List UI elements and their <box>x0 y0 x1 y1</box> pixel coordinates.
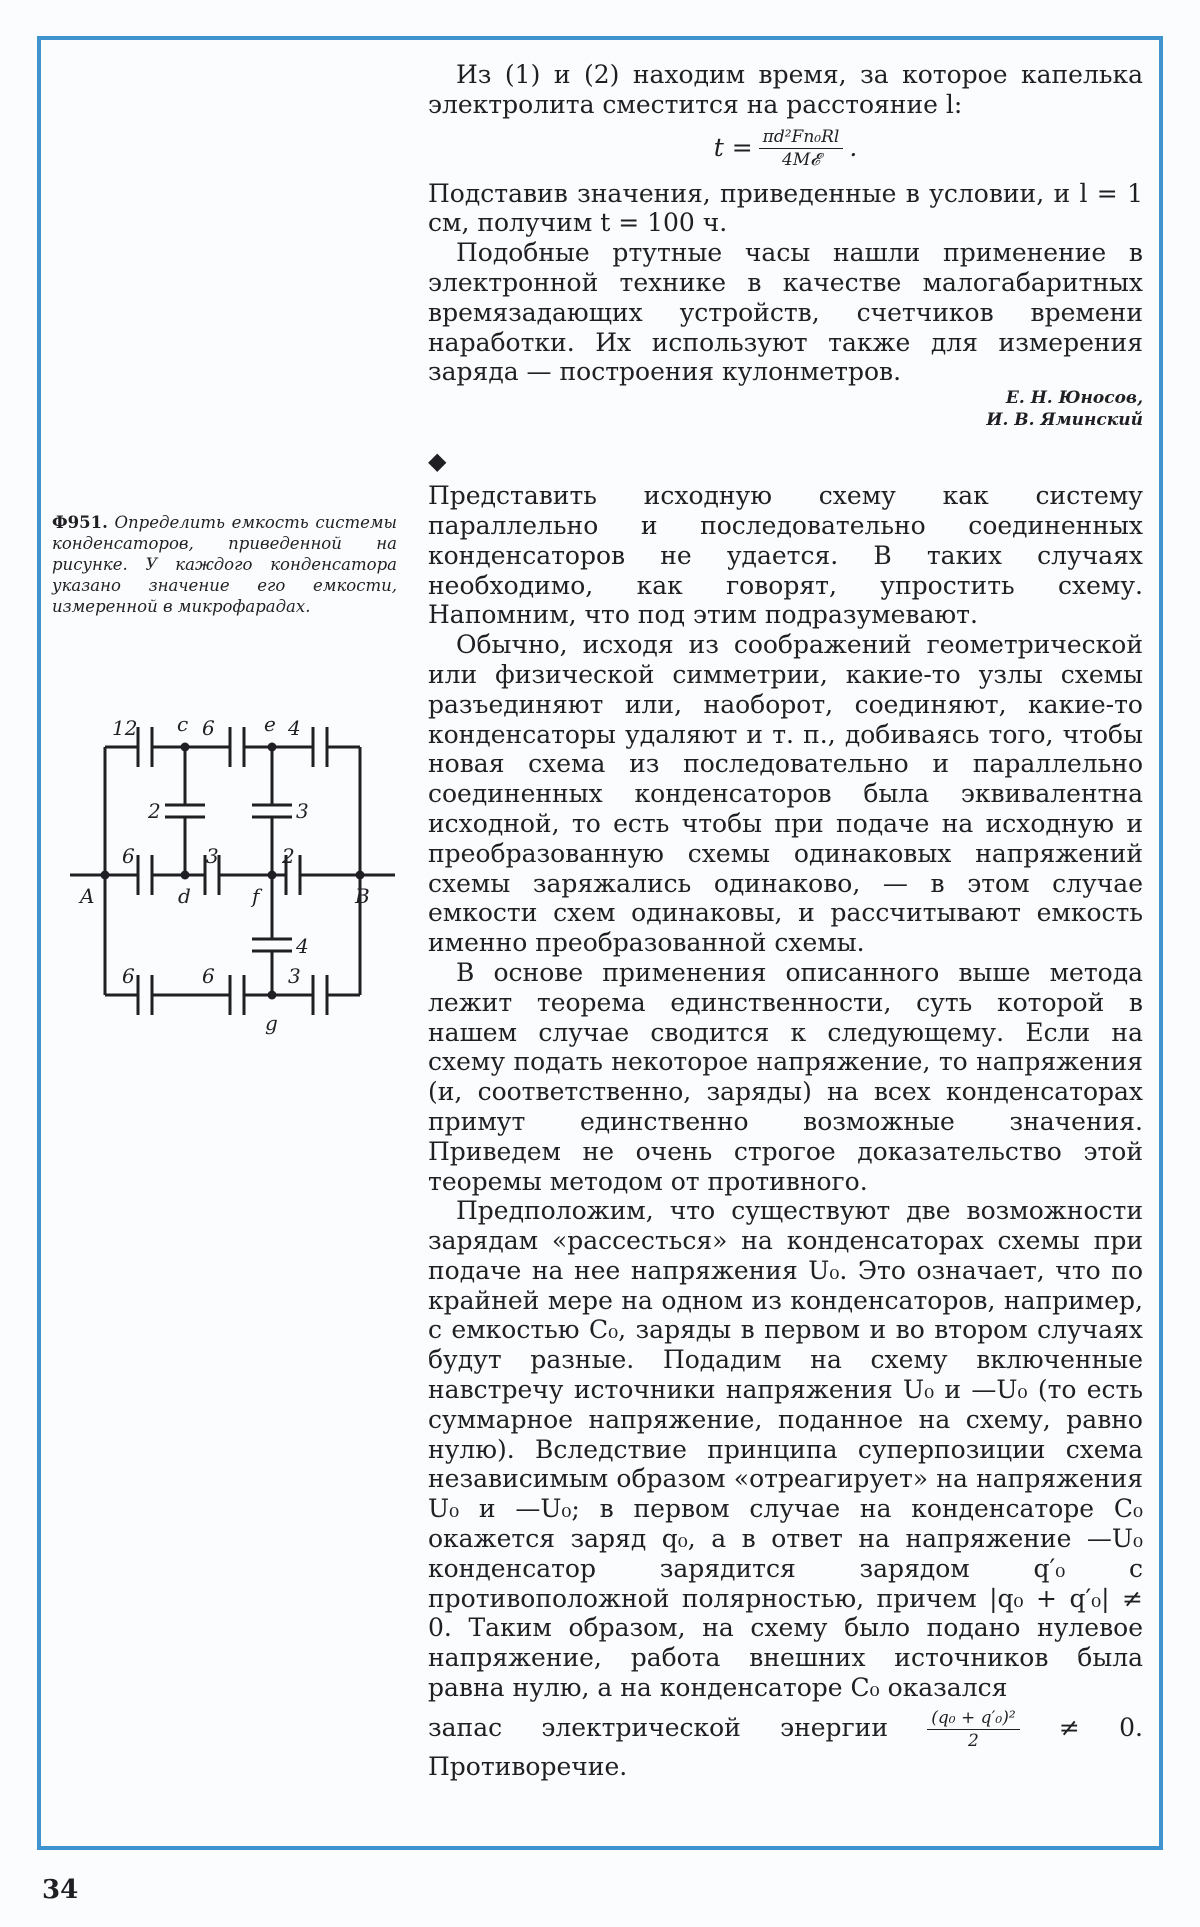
solution-paragraph-2: Подставив значения, приведенные в условии, и l = 1 см, получим t = 100 ч. <box>428 178 1143 238</box>
energy-numerator: (q₀ + q′₀)² <box>927 1707 1019 1730</box>
formula-end: . <box>849 133 858 163</box>
energy-line <box>428 1707 1143 1782</box>
formula-numerator: πd²Fn₀Rl <box>759 126 844 149</box>
paragraph-q3: В основе применения описанного выше метода лежит теорема единственности, суть которой в нашем случае сводится к следующему. Если на схему подать некоторое напряжение, то напряжения (и, соответственно, заряды) на всех конденсаторах примут единственно возможные значения. Приведем не очень строгое доказательство этой теоремы методом от противного. <box>428 957 1143 1196</box>
solution-paragraph-3: Подобные ртутные часы нашли применение в электронной технике в качестве малогабаритных времязадающих устройств, счетчиков времени наработки. Их используют также для измерения заряда — построения кулонметров. <box>428 238 1143 387</box>
time-formula <box>428 126 1143 171</box>
problem-statement <box>52 512 397 617</box>
problem-id: Ф951. <box>52 513 108 532</box>
problem-text: Определить емкость системы конденсаторов, приведенной на рисунке. У каждого конденсатора указано значение его емкости, измеренной в микрофарадах. <box>52 513 397 616</box>
energy-suffix: ≠ 0. Противоречие. <box>428 1712 1143 1781</box>
author-2: И. В. Яминский <box>986 410 1143 431</box>
main-column <box>428 60 1143 1782</box>
cap-label-12: 12 <box>112 716 138 740</box>
formula-fraction <box>759 126 844 171</box>
cap-label-3-bottom: 3 <box>288 964 301 988</box>
cap-label-4-vertical: 4 <box>296 934 309 958</box>
page-number: 34 <box>42 1875 79 1905</box>
node-label-d: d <box>178 884 191 908</box>
formula-lhs: t = <box>713 133 753 163</box>
node-label-a: A <box>80 884 95 908</box>
author-1: Е. Н. Юносов, <box>1005 388 1143 409</box>
energy-fraction <box>927 1707 1019 1752</box>
cap-label-6-bottom-1: 6 <box>122 964 135 988</box>
node-label-b: B <box>355 884 370 908</box>
energy-denominator: 2 <box>968 1730 979 1751</box>
cap-label-4-top: 4 <box>288 716 301 740</box>
cap-label-3-mid: 3 <box>206 844 219 868</box>
section-separator: ◆ <box>428 447 447 476</box>
node-label-g: g <box>265 1011 278 1035</box>
cap-label-6-bottom-2: 6 <box>202 964 215 988</box>
paragraph-q1: Представить исходную схему как систему параллельно и последовательно соединенных конденсаторов не удается. В таких случаях необходимо, как говорят, упростить схему. Напомним, что под этим подразумевают. <box>428 481 1143 630</box>
cap-label-6-top: 6 <box>202 716 215 740</box>
node-label-e: e <box>264 712 276 736</box>
formula-denominator: 4M𝓔 <box>782 149 820 170</box>
cap-label-2-mid: 2 <box>282 844 295 868</box>
node-label-c: c <box>177 712 189 736</box>
cap-label-2-vertical: 2 <box>148 799 161 823</box>
cap-label-6-mid: 6 <box>122 844 135 868</box>
paragraph-q4: Предположим, что существуют две возможности зарядам «рассесться» на конденсаторах схемы при подаче на нее напряжения U₀. Это означает, что по крайней мере на одном из конденсаторов, например, с емкостью C₀, заряды в первом и во втором случаях будут разные. Подадим на схему включенные навстречу источники напряжения U₀ и —U₀ (то есть суммарное напряжение, поданное на схему, равно нулю). Вследствие принципа суперпозиции схема независимым образом «отреагирует» на напряжения U₀ и —U₀; в первом случае на конденсаторе C₀ окажется заряд q₀, а в ответ на напряжение —U₀ конденсатор зарядится зарядом q′₀ с противоположной полярностью, причем |q₀ + q′₀| ≠ 0. Таким образом, на схему было подано нулевое напряжение, работа внешних источников была равна нулю, а на конденсаторе C₀ оказался <box>428 1196 1144 1703</box>
solution-paragraph-1: Из (1) и (2) находим время, за которое капелька электролита сместится на расстояние l: <box>428 60 1143 119</box>
paragraph-q2: Обычно, исходя из соображений геометрической или физической симметрии, какие-то узлы схемы разъединяют или, наоборот, соединяют, какие-то конденсаторы удаляют и т. п., добиваясь того, чтобы новая схема из последовательно и параллельно соединенных конденсаторов была эквивалентна исходной, то есть чтобы при подаче на исходную и преобразованную схемы одинаковых напряжений схемы заряжались одинаково, — в этом случае емкости схем одинаковы, и рассчитывают емкость именно преобразованной схемы. <box>428 630 1143 958</box>
node-label-f: f <box>252 884 260 908</box>
capacitor-circuit-diagram <box>60 705 405 1050</box>
cap-label-3-vertical: 3 <box>296 799 309 823</box>
energy-prefix: запас электрической энергии <box>428 1712 888 1742</box>
